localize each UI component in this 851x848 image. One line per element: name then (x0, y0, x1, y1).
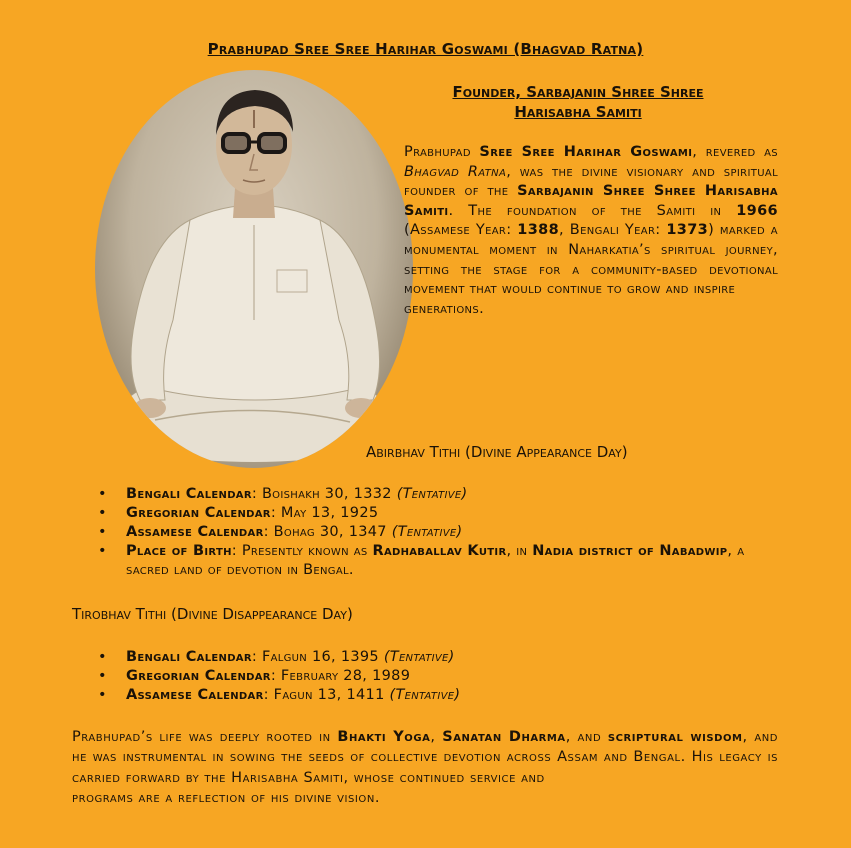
portrait-photo (95, 70, 413, 468)
item-value: : Presently known as (231, 543, 373, 559)
item-note: (Tentative) (389, 687, 461, 703)
birthplace-name: Radhaballav Kutir (372, 543, 507, 559)
list-item (98, 648, 758, 667)
item-label: Assamese Calendar (126, 524, 264, 540)
item-label: Place of Birth (126, 543, 232, 559)
assamese-year: 1388 (517, 222, 560, 239)
closing-text: , and (565, 729, 608, 745)
intro-last-line: generations. (404, 300, 485, 317)
intro-text: , Bengali Year: (559, 222, 667, 239)
intro-paragraph (404, 143, 778, 319)
intro-text: Prabhupad (404, 144, 480, 160)
appearance-list (98, 485, 758, 580)
list-item-birthplace (98, 542, 758, 580)
list-item (98, 504, 758, 523)
founding-year: 1966 (736, 202, 778, 219)
closing-paragraph (72, 727, 778, 808)
item-value: : Falgun 16, 1395 (251, 649, 384, 665)
item-value: : February 28, 1989 (270, 668, 411, 684)
item-value: , in (506, 543, 533, 559)
item-value: : Boishakh 30, 1332 (251, 486, 397, 502)
title-honorific: Bhagvad Ratna (404, 163, 507, 180)
item-label: Gregorian Calendar (126, 668, 271, 684)
item-label: Bengali Calendar (126, 486, 252, 502)
intro-text: . The foundation of the Samiti in (448, 202, 737, 219)
intro-text: , revered as (692, 144, 778, 160)
item-note: (Tentative) (396, 486, 468, 502)
closing-text: Prabhupad’s life was deeply rooted in (72, 729, 338, 745)
birthplace-district: Nadia district of Nabadwip (532, 543, 728, 559)
samiti-name: Sarbajanin Shree Shree Harisabha Samiti (404, 183, 778, 219)
founder-name: Sree Sree Harihar Goswami (479, 144, 693, 160)
item-value: : Fagun 13, 1411 (263, 687, 390, 703)
subtitle (388, 82, 768, 122)
list-item (98, 523, 758, 542)
disappearance-list (98, 648, 758, 705)
subtitle-line-2: Harisabha Samiti (514, 103, 642, 121)
list-item (98, 485, 758, 504)
item-label: Bengali Calendar (126, 649, 252, 665)
closing-text: , and he was instrumental in sowing the seeds of collective devotion across Assam and Bengal. His legacy is carried forward by the Harisabha Samiti, whose continued service and (72, 729, 779, 786)
disappearance-heading: Tirobhav Tithi (Divine Disappearance Day) (72, 605, 353, 623)
bengali-year: 1373 (666, 222, 709, 239)
item-note: (Tentative) (391, 524, 463, 540)
keyword: Sanatan Dharma (442, 729, 566, 745)
item-value: , a sacred land of devotion in Bengal. (126, 543, 745, 578)
subtitle-line-1: Founder, Sarbajanin Shree Shree (452, 83, 704, 101)
list-item (98, 667, 758, 686)
portrait-illustration (95, 70, 413, 468)
intro-text: ) marked a monumental moment in Naharkatia’s spiritual journey, setting the stage for a community-based devotional movement that would continue to grow and inspire (404, 222, 778, 298)
item-value: : May 13, 1925 (270, 505, 379, 521)
closing-text: , (430, 729, 443, 745)
intro-text: , was the divine visionary and spiritual founder of the (404, 163, 778, 200)
item-value: : Bohag 30, 1347 (263, 524, 392, 540)
list-item (98, 686, 758, 705)
item-note: (Tentative) (383, 649, 455, 665)
closing-last-line: programs are a reflection of his divine vision. (72, 789, 381, 806)
keyword: Bhakti Yoga (337, 729, 431, 745)
appearance-heading: Abirbhav Tithi (Divine Appearance Day) (366, 443, 628, 461)
keyword: scriptural wisdom (607, 729, 743, 745)
item-label: Assamese Calendar (126, 687, 264, 703)
page-title: Prabhupad Sree Sree Harihar Goswami (Bhagvad Ratna) (207, 40, 644, 58)
intro-text: (Assamese Year: (404, 222, 518, 239)
item-label: Gregorian Calendar (126, 505, 271, 521)
